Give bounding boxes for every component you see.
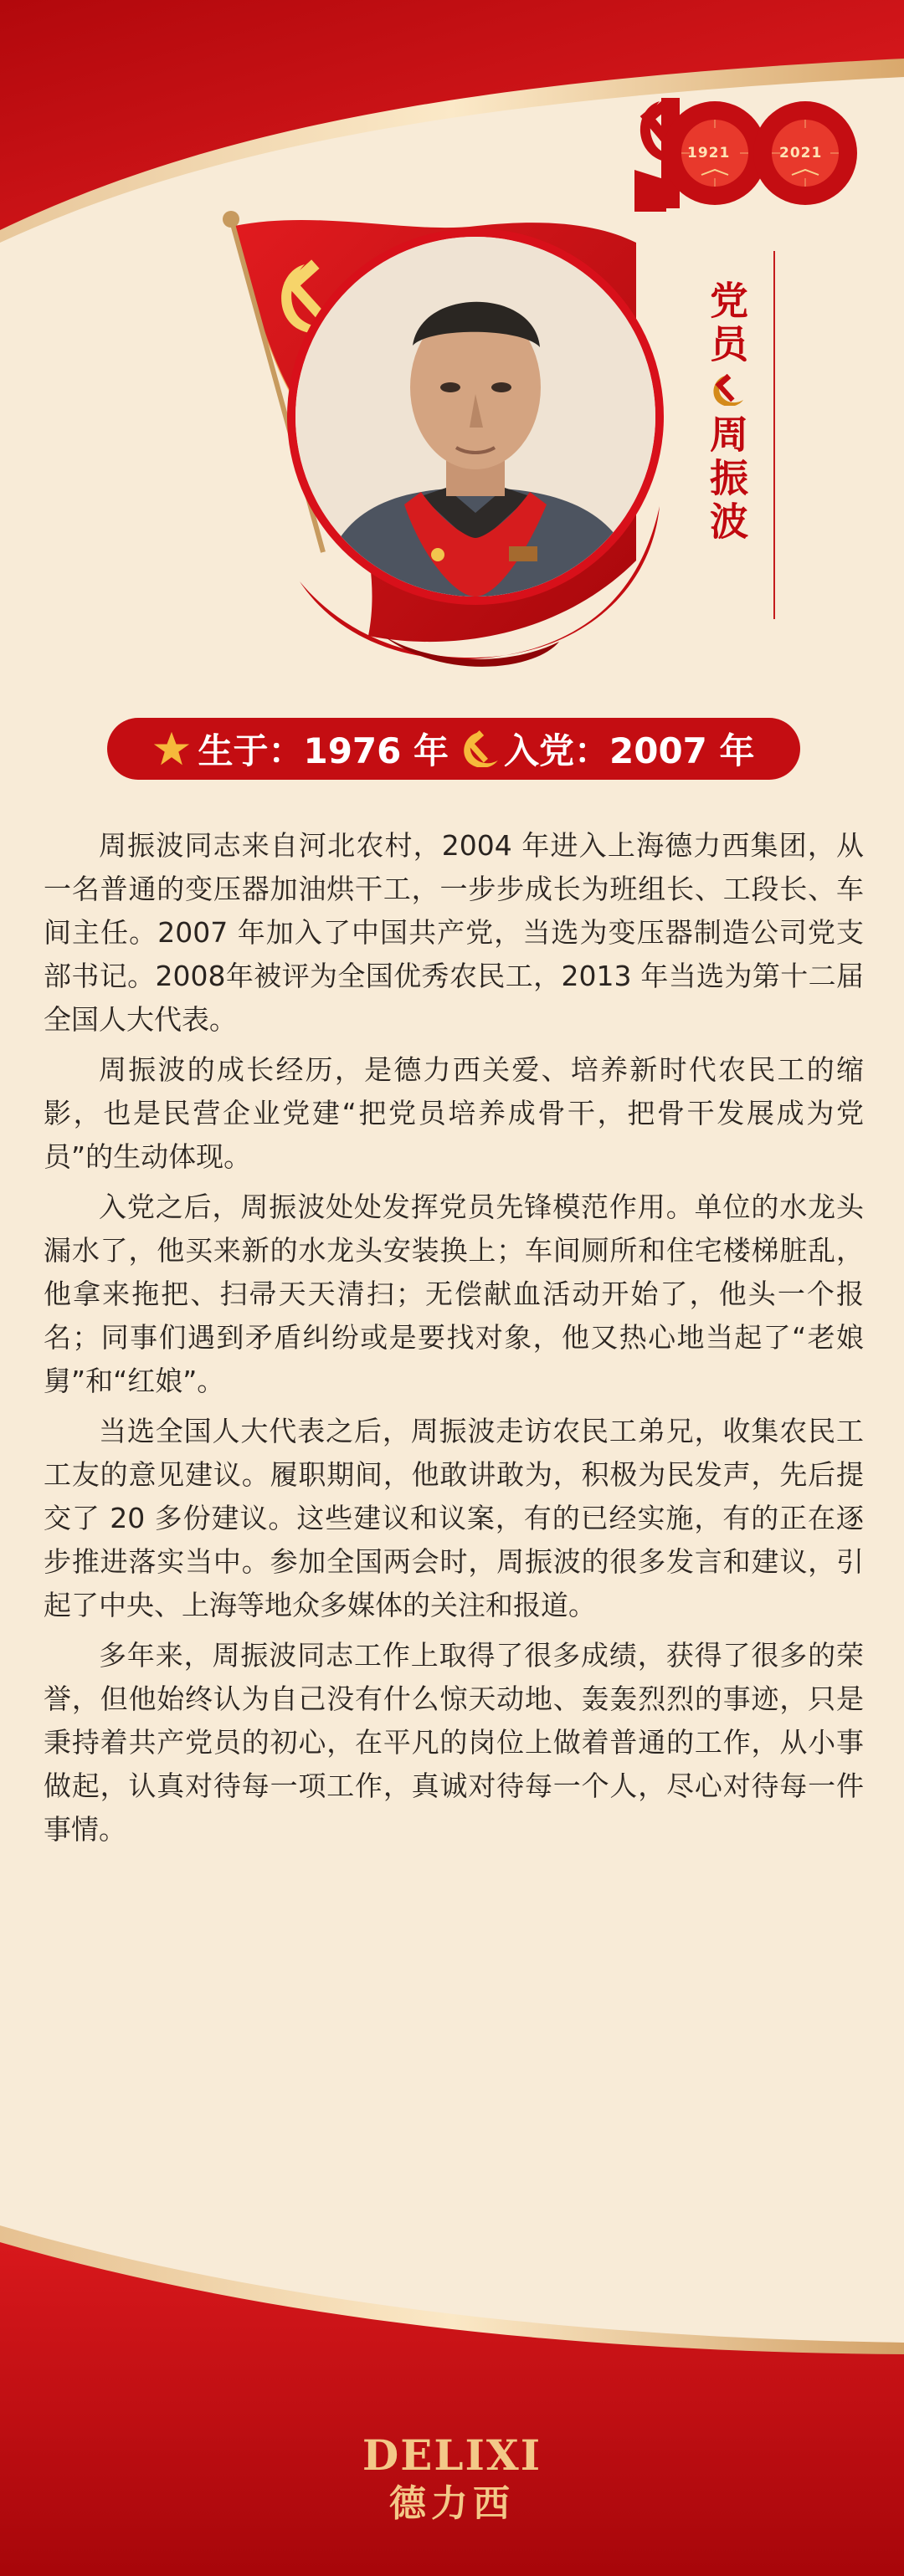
joined-label: 入党： bbox=[504, 730, 610, 771]
hammer-sickle-icon bbox=[709, 374, 744, 409]
birth-party-info-bar bbox=[107, 718, 800, 780]
title-role: 党员 bbox=[704, 280, 749, 367]
red-ribbon bbox=[283, 456, 676, 673]
born-label: 生于： bbox=[198, 730, 304, 771]
title-divider-line bbox=[773, 251, 775, 619]
logo-year-start: 1921 bbox=[687, 145, 731, 161]
joined-value: 2007 年 bbox=[609, 730, 755, 771]
star-icon bbox=[152, 730, 191, 768]
logo-year-end: 2021 bbox=[779, 145, 823, 161]
article-paragraph: 周振波同志来自河北农村，2004 年进入上海德力西集团，从一名普通的变压器加油烘干工，一步步成长为班组长、工段长、车间主任。2007 年加入了中国共产党，当选为变压器制造公司党支部书记。2008年被评为全国优秀农民工，2013 年当选为第十二届全国人大代表。 bbox=[44, 829, 864, 1036]
article-body bbox=[44, 824, 864, 1858]
profile-title bbox=[701, 280, 752, 545]
brand-name-cn: 德力西 bbox=[389, 2482, 515, 2525]
born-value: 1976 年 bbox=[303, 730, 449, 771]
article-paragraph: 周振波的成长经历，是德力西关爱、培养新时代农民工的缩影，也是民营企业党建“把党员培养成骨干，把骨干发展成为党员”的生动体现。 bbox=[44, 1053, 864, 1173]
brand-name-en: DELIXI bbox=[362, 2430, 542, 2480]
article-paragraph: 入党之后，周振波处处发挥党员先锋模范作用。单位的水龙头漏水了，他买来新的水龙头安装换上；车间厕所和住宅楼梯脏乱，他拿来拖把、扫帚天天清扫；无偿献血活动开始了，他头一个报名；同事们遇到矛盾纠纷或是要找对象，他又热心地当起了“老娘舅”和“红娘”。 bbox=[44, 1191, 864, 1397]
hammer-sickle-icon bbox=[459, 730, 499, 767]
title-name: 周振波 bbox=[704, 414, 749, 545]
article-paragraph: 多年来，周振波同志工作上取得了很多成绩，获得了很多的荣誉，但他始终认为自己没有什么惊天动地、轰轰烈烈的事迹，只是秉持着共产党员的初心，在平凡的岗位上做着普通的工作，从小事做起，认真对待每一项工作，真诚对待每一个人，尽心对待每一件事情。 bbox=[44, 1639, 864, 1846]
article-paragraph: 当选全国人大代表之后，周振波走访农民工弟兄，收集农民工工友的意见建议。履职期间，他敢讲敢为，积极为民发声，先后提交了 20 多份建议。这些建议和议案，有的已经实施，有的正在逐步推进落实当中。参加全国两会时，周振波的很多发言和建议，引起了中央、上海等地众多媒体的关注和报道。 bbox=[44, 1415, 864, 1621]
brand-logo bbox=[0, 2430, 904, 2527]
